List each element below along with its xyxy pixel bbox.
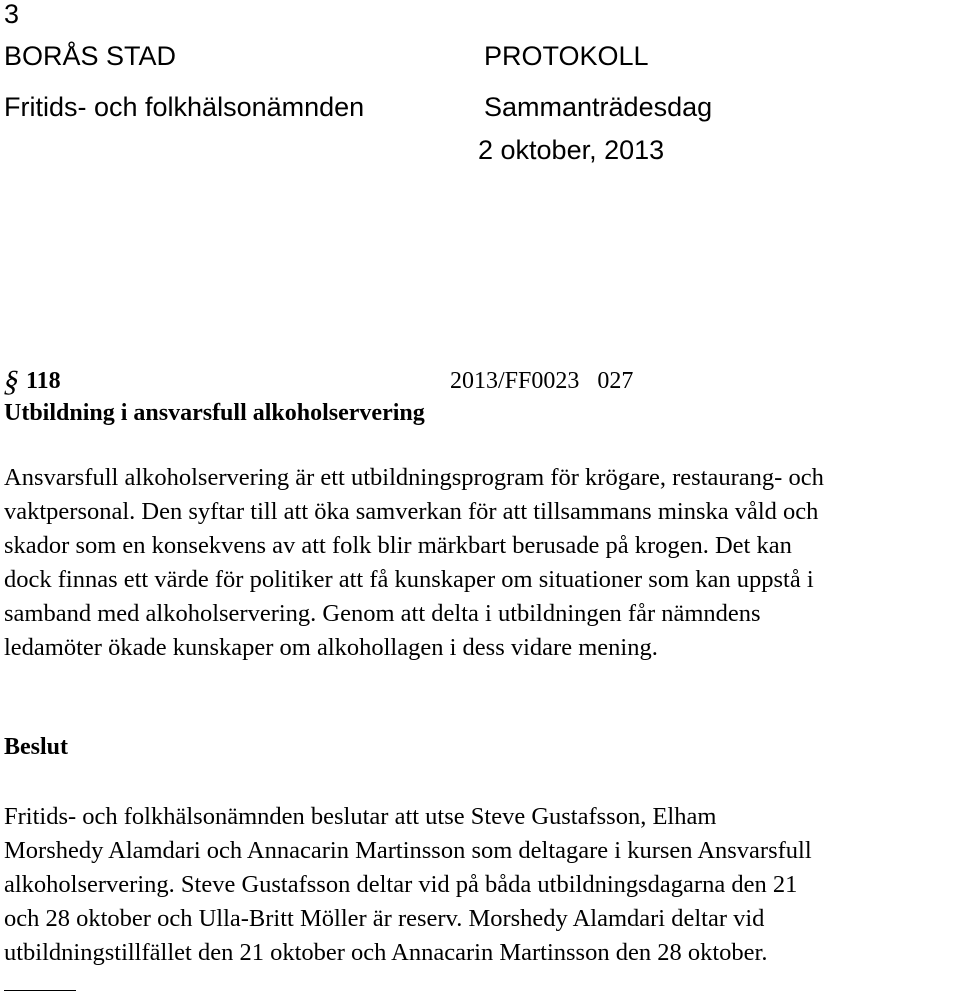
meeting-date: 2 oktober, 2013 bbox=[478, 135, 665, 165]
decision-heading: Beslut bbox=[4, 734, 69, 760]
decision-line: Fritids- och folkhälsonämnden beslutar att utse Steve Gustafsson, Elham bbox=[4, 803, 717, 830]
decision-line: utbildningstillfället den 21 oktober och Annacarin Martinsson den 28 oktober. bbox=[4, 939, 768, 966]
body-line: dock finnas ett värde för politiker att få kunskaper om situationer som kan uppstå i bbox=[4, 566, 814, 593]
committee-name: Fritids- och folkhälsonämnden bbox=[4, 92, 365, 122]
body-line: skador som en konsekvens av att folk blir märkbart berusade på krogen. Det kan bbox=[4, 532, 792, 559]
document-type: PROTOKOLL bbox=[484, 41, 649, 71]
page-number: 3 bbox=[4, 0, 20, 29]
organization-name: BORÅS STAD bbox=[4, 41, 177, 71]
body-line: samband med alkoholservering. Genom att delta i utbildningen får nämndens bbox=[4, 600, 761, 627]
section-body bbox=[4, 461, 960, 665]
section-number: 118 bbox=[26, 368, 61, 394]
section-symbol: § bbox=[0, 365, 23, 398]
case-number: 2013/FF0023 027 bbox=[450, 368, 634, 394]
section-title: Utbildning i ansvarsfull alkoholservering bbox=[4, 400, 425, 426]
meeting-label: Sammanträdesdag bbox=[484, 92, 713, 122]
decision-body bbox=[4, 800, 960, 970]
decision-line: alkoholservering. Steve Gustafsson deltar vid på båda utbildningsdagarna den 21 bbox=[4, 871, 798, 898]
decision-line: Morshedy Alamdari och Annacarin Martinsson som deltagare i kursen Ansvarsfull bbox=[4, 837, 812, 864]
body-line: Ansvarsfull alkoholservering är ett utbildningsprogram för krögare, restaurang- och bbox=[4, 464, 824, 491]
body-line: ledamöter ökade kunskaper om alkohollagen i dess vidare mening. bbox=[4, 634, 658, 661]
body-line: vaktpersonal. Den syftar till att öka samverkan för att tillsammans minska våld och bbox=[4, 498, 819, 525]
footnote-divider bbox=[4, 990, 76, 991]
decision-line: och 28 oktober och Ulla-Britt Möller är reserv. Morshedy Alamdari deltar vid bbox=[4, 905, 765, 932]
